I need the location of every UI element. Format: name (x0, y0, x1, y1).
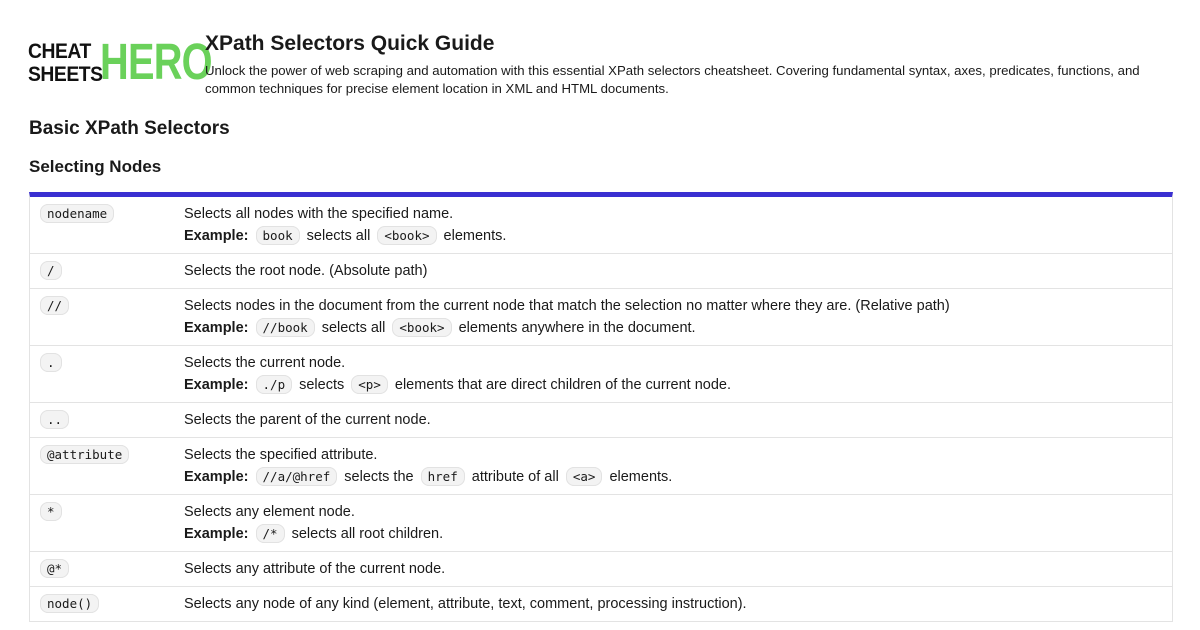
example-line (184, 374, 1172, 396)
example-code: <a> (566, 467, 603, 486)
example-line (184, 317, 1172, 339)
selector-wrap (40, 409, 184, 431)
example-code: <book> (377, 226, 436, 245)
example-code: /* (256, 524, 285, 543)
selector-cell (30, 352, 184, 396)
table-row (30, 495, 1172, 552)
example-label: Example: (184, 377, 249, 393)
example-text: selects all (302, 228, 375, 244)
example-text: attribute of all (467, 469, 563, 485)
selector-code: nodename (40, 204, 114, 223)
description-cell (184, 409, 1172, 431)
description-text: Selects the specified attribute. (184, 447, 378, 463)
page-description: Unlock the power of web scraping and automation with this essential XPath selectors cheatsheet. Covering fundamental syntax, axes, predicates, functions, and common techniques for precise element location in XML and HTML documents. (205, 63, 1140, 96)
selector-cell (30, 593, 184, 615)
description-text: Selects any attribute of the current node. (184, 561, 446, 577)
example-code: book (256, 226, 300, 245)
example-label: Example: (184, 320, 249, 336)
description-cell (184, 295, 1172, 339)
example-line (184, 523, 1172, 545)
example-text: elements. (605, 469, 673, 485)
example-text: elements that are direct children of the current node. (390, 377, 731, 393)
example-text: elements anywhere in the document. (454, 320, 696, 336)
description-text: Selects the root node. (Absolute path) (184, 263, 428, 279)
selector-code: * (40, 502, 62, 521)
example-text: selects all root children. (287, 526, 444, 542)
selector-code: // (40, 296, 69, 315)
selector-cell (30, 260, 184, 282)
description-text: Selects nodes in the document from the current node that match the selection no matter where they are. (Relative path) (184, 298, 950, 314)
description-cell (184, 593, 1172, 615)
table-row (30, 552, 1172, 587)
example-label: Example: (184, 469, 249, 485)
example-label: Example: (184, 228, 249, 244)
table-row (30, 254, 1172, 289)
table-row (30, 197, 1172, 254)
example-text: selects the (340, 469, 418, 485)
example-code: ./p (256, 375, 293, 394)
selector-cell (30, 501, 184, 545)
description-cell (184, 444, 1172, 488)
example-code: //book (256, 318, 315, 337)
example-code: <p> (351, 375, 388, 394)
example-label: Example: (184, 526, 249, 542)
table-row (30, 403, 1172, 438)
example-code: <book> (392, 318, 451, 337)
subsection-heading: Selecting Nodes (29, 157, 162, 176)
selector-wrap (40, 295, 184, 317)
selector-wrap (40, 260, 184, 282)
selector-cell (30, 203, 184, 247)
selector-code: node() (40, 594, 99, 613)
table-row (30, 346, 1172, 403)
cheatsheets-hero-logo: CHEAT SHEETS HERO (28, 33, 212, 90)
description-cell (184, 260, 1172, 282)
selector-code: .. (40, 410, 69, 429)
selector-cell (30, 444, 184, 488)
description-text: Selects all nodes with the specified name. (184, 206, 454, 222)
selector-wrap (40, 558, 184, 580)
description-text: Selects the parent of the current node. (184, 412, 431, 428)
selectors-table (29, 192, 1173, 622)
selector-code: @attribute (40, 445, 129, 464)
description-cell (184, 558, 1172, 580)
table-row (30, 438, 1172, 495)
selector-code: / (40, 261, 62, 280)
selector-wrap (40, 444, 184, 466)
selector-wrap (40, 593, 184, 615)
table-row (30, 289, 1172, 346)
example-text: selects (295, 377, 349, 393)
table-row (30, 587, 1172, 622)
description-cell (184, 501, 1172, 545)
selector-wrap (40, 501, 184, 523)
selector-cell (30, 558, 184, 580)
selector-wrap (40, 203, 184, 225)
selector-code: . (40, 353, 62, 372)
example-code: href (421, 467, 465, 486)
selector-cell (30, 409, 184, 431)
selector-code: @* (40, 559, 69, 578)
page-title: XPath Selectors Quick Guide (205, 32, 495, 55)
example-code: //a/@href (256, 467, 338, 486)
example-line (184, 466, 1172, 488)
description-cell (184, 352, 1172, 396)
description-text: Selects the current node. (184, 355, 346, 371)
example-line (184, 225, 1172, 247)
selector-cell (30, 295, 184, 339)
example-text: selects all (317, 320, 390, 336)
description-text: Selects any node of any kind (element, attribute, text, comment, processing instruction). (184, 596, 747, 612)
description-cell (184, 203, 1172, 247)
example-text: elements. (439, 228, 507, 244)
description-text: Selects any element node. (184, 504, 355, 520)
section-heading: Basic XPath Selectors (29, 118, 230, 139)
selector-wrap (40, 352, 184, 374)
